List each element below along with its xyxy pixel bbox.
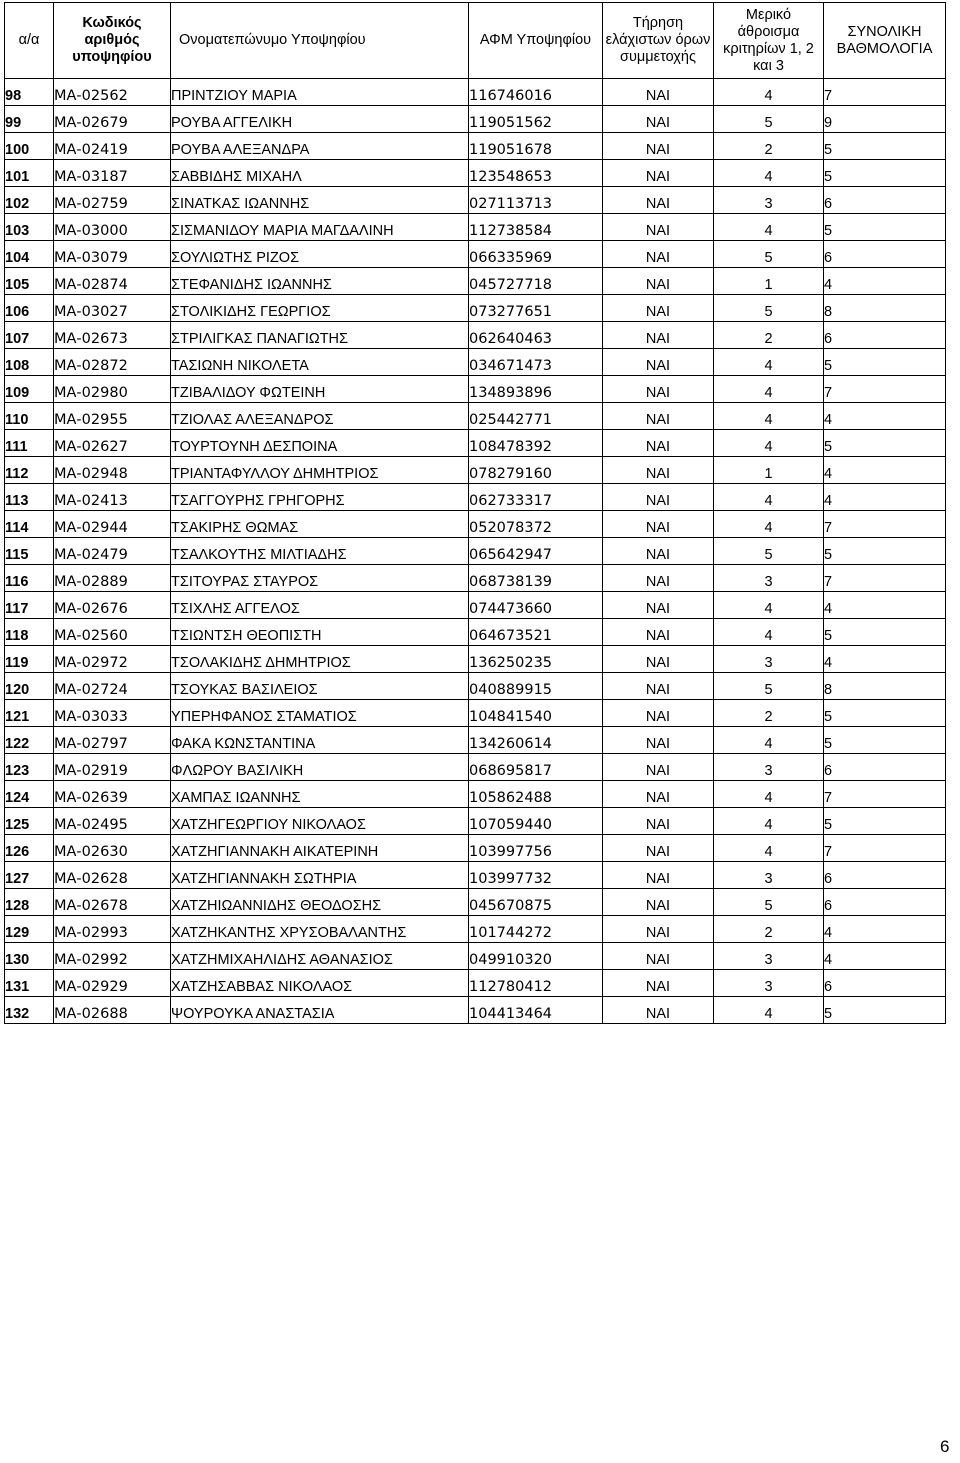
cell-partial: 4 bbox=[714, 430, 824, 457]
cell-code: ΜΑ-02889 bbox=[54, 565, 171, 592]
cell-name: ΤΡΙΑΝΤΑΦΥΛΛΟΥ ΔΗΜΗΤΡΙΟΣ bbox=[171, 457, 469, 484]
table-row bbox=[5, 889, 946, 916]
cell-code: ΜΑ-02479 bbox=[54, 538, 171, 565]
cell-partial: 4 bbox=[714, 403, 824, 430]
cell-partial: 2 bbox=[714, 700, 824, 727]
table-row bbox=[5, 403, 946, 430]
cell-partial: 5 bbox=[714, 673, 824, 700]
header-terms: Τήρηση ελάχιστων όρων συμμετοχής bbox=[603, 3, 714, 79]
cell-name: ΧΑΤΖΗΚΑΝΤΗΣ ΧΡΥΣΟΒΑΛΑΝΤΗΣ bbox=[171, 916, 469, 943]
cell-code: ΜΑ-02627 bbox=[54, 430, 171, 457]
cell-aa: 102 bbox=[5, 187, 54, 214]
cell-code: ΜΑ-02872 bbox=[54, 349, 171, 376]
cell-code: ΜΑ-03079 bbox=[54, 241, 171, 268]
cell-aa: 109 bbox=[5, 376, 54, 403]
cell-afm: 052078372 bbox=[469, 511, 603, 538]
cell-aa: 124 bbox=[5, 781, 54, 808]
cell-terms: ΝΑΙ bbox=[603, 619, 714, 646]
cell-afm: 112738584 bbox=[469, 214, 603, 241]
cell-afm: 040889915 bbox=[469, 673, 603, 700]
header-partial: Μερικό άθροισμα κριτηρίων 1, 2 και 3 bbox=[714, 3, 824, 79]
cell-name: ΨΟΥΡΟΥΚΑ ΑΝΑΣΤΑΣΙΑ bbox=[171, 997, 469, 1024]
cell-aa: 132 bbox=[5, 997, 54, 1024]
table-row bbox=[5, 862, 946, 889]
cell-name: ΧΑΜΠΑΣ ΙΩΑΝΝΗΣ bbox=[171, 781, 469, 808]
cell-afm: 134260614 bbox=[469, 727, 603, 754]
cell-aa: 103 bbox=[5, 214, 54, 241]
cell-partial: 1 bbox=[714, 268, 824, 295]
header-name: Ονοματεπώνυμο Υποψηφίου bbox=[171, 3, 469, 79]
cell-aa: 131 bbox=[5, 970, 54, 997]
cell-terms: ΝΑΙ bbox=[603, 133, 714, 160]
cell-partial: 4 bbox=[714, 349, 824, 376]
cell-partial: 4 bbox=[714, 835, 824, 862]
cell-total: 4 bbox=[824, 457, 946, 484]
cell-terms: ΝΑΙ bbox=[603, 943, 714, 970]
cell-name: ΤΖΙΒΑΛΙΔΟΥ ΦΩΤΕΙΝΗ bbox=[171, 376, 469, 403]
cell-aa: 100 bbox=[5, 133, 54, 160]
cell-name: ΧΑΤΖΗΣΑΒΒΑΣ ΝΙΚΟΛΑΟΣ bbox=[171, 970, 469, 997]
cell-afm: 045727718 bbox=[469, 268, 603, 295]
cell-total: 4 bbox=[824, 943, 946, 970]
table-row bbox=[5, 970, 946, 997]
cell-terms: ΝΑΙ bbox=[603, 970, 714, 997]
cell-afm: 112780412 bbox=[469, 970, 603, 997]
cell-total: 4 bbox=[824, 646, 946, 673]
cell-terms: ΝΑΙ bbox=[603, 565, 714, 592]
cell-code: ΜΑ-02972 bbox=[54, 646, 171, 673]
cell-name: ΤΣΙΤΟΥΡΑΣ ΣΤΑΥΡΟΣ bbox=[171, 565, 469, 592]
cell-name: ΤΣΑΓΓΟΥΡΗΣ ΓΡΗΓΟΡΗΣ bbox=[171, 484, 469, 511]
cell-afm: 104841540 bbox=[469, 700, 603, 727]
table-row bbox=[5, 241, 946, 268]
cell-name: ΣΟΥΛΙΩΤΗΣ ΡΙΖΟΣ bbox=[171, 241, 469, 268]
cell-name: ΣΙΝΑΤΚΑΣ ΙΩΑΝΝΗΣ bbox=[171, 187, 469, 214]
cell-terms: ΝΑΙ bbox=[603, 79, 714, 106]
cell-aa: 121 bbox=[5, 700, 54, 727]
cell-total: 6 bbox=[824, 889, 946, 916]
cell-terms: ΝΑΙ bbox=[603, 241, 714, 268]
cell-terms: ΝΑΙ bbox=[603, 700, 714, 727]
table-row bbox=[5, 565, 946, 592]
cell-terms: ΝΑΙ bbox=[603, 484, 714, 511]
cell-terms: ΝΑΙ bbox=[603, 592, 714, 619]
cell-code: ΜΑ-02944 bbox=[54, 511, 171, 538]
cell-aa: 117 bbox=[5, 592, 54, 619]
cell-code: ΜΑ-02919 bbox=[54, 754, 171, 781]
cell-afm: 066335969 bbox=[469, 241, 603, 268]
cell-code: ΜΑ-02413 bbox=[54, 484, 171, 511]
cell-aa: 106 bbox=[5, 295, 54, 322]
cell-aa: 107 bbox=[5, 322, 54, 349]
cell-code: ΜΑ-02992 bbox=[54, 943, 171, 970]
table-row bbox=[5, 187, 946, 214]
cell-code: ΜΑ-02759 bbox=[54, 187, 171, 214]
cell-terms: ΝΑΙ bbox=[603, 646, 714, 673]
cell-partial: 3 bbox=[714, 943, 824, 970]
cell-afm: 064673521 bbox=[469, 619, 603, 646]
table-row bbox=[5, 511, 946, 538]
cell-name: ΧΑΤΖΗΓΙΑΝΝΑΚΗ ΑΙΚΑΤΕΡΙΝΗ bbox=[171, 835, 469, 862]
cell-total: 5 bbox=[824, 727, 946, 754]
cell-name: ΣΙΣΜΑΝΙΔΟΥ ΜΑΡΙΑ ΜΑΓΔΑΛΙΝΗ bbox=[171, 214, 469, 241]
cell-aa: 116 bbox=[5, 565, 54, 592]
cell-aa: 122 bbox=[5, 727, 54, 754]
header-code: Κωδικός αριθμός υποψηφίου bbox=[54, 3, 171, 79]
page-number: 6 bbox=[940, 1437, 950, 1456]
cell-afm: 107059440 bbox=[469, 808, 603, 835]
cell-afm: 101744272 bbox=[469, 916, 603, 943]
cell-terms: ΝΑΙ bbox=[603, 322, 714, 349]
cell-partial: 5 bbox=[714, 106, 824, 133]
cell-code: ΜΑ-02797 bbox=[54, 727, 171, 754]
table-row bbox=[5, 322, 946, 349]
candidates-table bbox=[4, 2, 946, 1024]
cell-code: ΜΑ-02495 bbox=[54, 808, 171, 835]
cell-aa: 125 bbox=[5, 808, 54, 835]
cell-code: ΜΑ-02688 bbox=[54, 997, 171, 1024]
cell-name: ΤΣΑΚΙΡΗΣ ΘΩΜΑΣ bbox=[171, 511, 469, 538]
cell-partial: 4 bbox=[714, 997, 824, 1024]
cell-aa: 126 bbox=[5, 835, 54, 862]
cell-afm: 034671473 bbox=[469, 349, 603, 376]
cell-total: 6 bbox=[824, 970, 946, 997]
cell-code: ΜΑ-02560 bbox=[54, 619, 171, 646]
cell-terms: ΝΑΙ bbox=[603, 403, 714, 430]
table-row bbox=[5, 106, 946, 133]
cell-total: 7 bbox=[824, 376, 946, 403]
cell-code: ΜΑ-02630 bbox=[54, 835, 171, 862]
table-row bbox=[5, 700, 946, 727]
cell-terms: ΝΑΙ bbox=[603, 511, 714, 538]
cell-total: 7 bbox=[824, 79, 946, 106]
cell-partial: 4 bbox=[714, 79, 824, 106]
cell-code: ΜΑ-02929 bbox=[54, 970, 171, 997]
cell-code: ΜΑ-02628 bbox=[54, 862, 171, 889]
cell-partial: 4 bbox=[714, 808, 824, 835]
cell-total: 5 bbox=[824, 214, 946, 241]
cell-total: 5 bbox=[824, 538, 946, 565]
cell-aa: 115 bbox=[5, 538, 54, 565]
cell-code: ΜΑ-02679 bbox=[54, 106, 171, 133]
cell-aa: 99 bbox=[5, 106, 54, 133]
cell-terms: ΝΑΙ bbox=[603, 997, 714, 1024]
table-row bbox=[5, 457, 946, 484]
cell-total: 5 bbox=[824, 700, 946, 727]
cell-total: 6 bbox=[824, 754, 946, 781]
cell-partial: 2 bbox=[714, 322, 824, 349]
cell-terms: ΝΑΙ bbox=[603, 835, 714, 862]
cell-terms: ΝΑΙ bbox=[603, 538, 714, 565]
cell-terms: ΝΑΙ bbox=[603, 160, 714, 187]
cell-name: ΧΑΤΖΗΓΙΑΝΝΑΚΗ ΣΩΤΗΡΙΑ bbox=[171, 862, 469, 889]
cell-total: 6 bbox=[824, 862, 946, 889]
cell-aa: 114 bbox=[5, 511, 54, 538]
cell-total: 5 bbox=[824, 808, 946, 835]
cell-partial: 4 bbox=[714, 781, 824, 808]
table-row bbox=[5, 349, 946, 376]
cell-afm: 062640463 bbox=[469, 322, 603, 349]
cell-name: ΤΣΟΛΑΚΙΔΗΣ ΔΗΜΗΤΡΙΟΣ bbox=[171, 646, 469, 673]
cell-code: ΜΑ-03000 bbox=[54, 214, 171, 241]
cell-name: ΤΣΟΥΚΑΣ ΒΑΣΙΛΕΙΟΣ bbox=[171, 673, 469, 700]
table-row bbox=[5, 160, 946, 187]
cell-partial: 4 bbox=[714, 376, 824, 403]
cell-afm: 136250235 bbox=[469, 646, 603, 673]
cell-code: ΜΑ-02874 bbox=[54, 268, 171, 295]
cell-terms: ΝΑΙ bbox=[603, 268, 714, 295]
cell-partial: 4 bbox=[714, 592, 824, 619]
cell-total: 7 bbox=[824, 565, 946, 592]
cell-terms: ΝΑΙ bbox=[603, 430, 714, 457]
cell-total: 4 bbox=[824, 592, 946, 619]
cell-aa: 108 bbox=[5, 349, 54, 376]
cell-name: ΤΣΑΛΚΟΥΤΗΣ ΜΙΛΤΙΑΔΗΣ bbox=[171, 538, 469, 565]
cell-code: ΜΑ-03027 bbox=[54, 295, 171, 322]
cell-afm: 074473660 bbox=[469, 592, 603, 619]
cell-partial: 3 bbox=[714, 565, 824, 592]
cell-name: ΣΑΒΒΙΔΗΣ ΜΙΧΑΗΛ bbox=[171, 160, 469, 187]
cell-code: ΜΑ-02980 bbox=[54, 376, 171, 403]
cell-name: ΤΣΙΧΛΗΣ ΑΓΓΕΛΟΣ bbox=[171, 592, 469, 619]
cell-partial: 3 bbox=[714, 754, 824, 781]
table-row bbox=[5, 997, 946, 1024]
cell-afm: 134893896 bbox=[469, 376, 603, 403]
cell-terms: ΝΑΙ bbox=[603, 376, 714, 403]
cell-partial: 4 bbox=[714, 619, 824, 646]
cell-terms: ΝΑΙ bbox=[603, 916, 714, 943]
cell-total: 5 bbox=[824, 160, 946, 187]
cell-terms: ΝΑΙ bbox=[603, 781, 714, 808]
cell-aa: 123 bbox=[5, 754, 54, 781]
cell-terms: ΝΑΙ bbox=[603, 295, 714, 322]
cell-afm: 073277651 bbox=[469, 295, 603, 322]
cell-aa: 129 bbox=[5, 916, 54, 943]
cell-aa: 118 bbox=[5, 619, 54, 646]
table-row bbox=[5, 835, 946, 862]
cell-afm: 119051562 bbox=[469, 106, 603, 133]
cell-aa: 101 bbox=[5, 160, 54, 187]
cell-code: ΜΑ-03187 bbox=[54, 160, 171, 187]
table-row bbox=[5, 619, 946, 646]
cell-name: ΤΖΙΟΛΑΣ ΑΛΕΞΑΝΔΡΟΣ bbox=[171, 403, 469, 430]
cell-afm: 103997756 bbox=[469, 835, 603, 862]
cell-partial: 3 bbox=[714, 646, 824, 673]
cell-partial: 1 bbox=[714, 457, 824, 484]
cell-total: 7 bbox=[824, 835, 946, 862]
table-row bbox=[5, 592, 946, 619]
cell-total: 4 bbox=[824, 403, 946, 430]
table-row bbox=[5, 646, 946, 673]
table-row bbox=[5, 754, 946, 781]
cell-code: ΜΑ-02419 bbox=[54, 133, 171, 160]
cell-aa: 128 bbox=[5, 889, 54, 916]
cell-afm: 078279160 bbox=[469, 457, 603, 484]
cell-total: 7 bbox=[824, 511, 946, 538]
cell-name: ΡΟΥΒΑ ΑΛΕΞΑΝΔΡΑ bbox=[171, 133, 469, 160]
cell-name: ΡΟΥΒΑ ΑΓΓΕΛΙΚΗ bbox=[171, 106, 469, 133]
cell-name: ΣΤΟΛΙΚΙΔΗΣ ΓΕΩΡΓΙΟΣ bbox=[171, 295, 469, 322]
cell-name: ΠΡΙΝΤΖΙΟΥ ΜΑΡΙΑ bbox=[171, 79, 469, 106]
cell-partial: 3 bbox=[714, 862, 824, 889]
table-row bbox=[5, 673, 946, 700]
cell-name: ΦΛΩΡΟΥ ΒΑΣΙΛΙΚΗ bbox=[171, 754, 469, 781]
cell-total: 5 bbox=[824, 133, 946, 160]
table-row bbox=[5, 538, 946, 565]
table-row bbox=[5, 295, 946, 322]
cell-afm: 027113713 bbox=[469, 187, 603, 214]
cell-afm: 045670875 bbox=[469, 889, 603, 916]
cell-afm: 025442771 bbox=[469, 403, 603, 430]
cell-name: ΦΑΚΑ ΚΩΝΣΤΑΝΤΙΝΑ bbox=[171, 727, 469, 754]
cell-code: ΜΑ-02678 bbox=[54, 889, 171, 916]
table-row bbox=[5, 781, 946, 808]
cell-aa: 104 bbox=[5, 241, 54, 268]
cell-partial: 3 bbox=[714, 970, 824, 997]
cell-afm: 119051678 bbox=[469, 133, 603, 160]
cell-aa: 119 bbox=[5, 646, 54, 673]
cell-total: 5 bbox=[824, 430, 946, 457]
cell-total: 6 bbox=[824, 322, 946, 349]
cell-code: ΜΑ-02955 bbox=[54, 403, 171, 430]
cell-terms: ΝΑΙ bbox=[603, 214, 714, 241]
cell-terms: ΝΑΙ bbox=[603, 349, 714, 376]
table-row bbox=[5, 376, 946, 403]
cell-code: ΜΑ-02724 bbox=[54, 673, 171, 700]
cell-afm: 105862488 bbox=[469, 781, 603, 808]
cell-partial: 5 bbox=[714, 241, 824, 268]
cell-afm: 108478392 bbox=[469, 430, 603, 457]
cell-afm: 104413464 bbox=[469, 997, 603, 1024]
cell-partial: 2 bbox=[714, 133, 824, 160]
table-row bbox=[5, 79, 946, 106]
cell-total: 8 bbox=[824, 295, 946, 322]
cell-total: 5 bbox=[824, 349, 946, 376]
cell-partial: 3 bbox=[714, 187, 824, 214]
cell-total: 5 bbox=[824, 997, 946, 1024]
cell-terms: ΝΑΙ bbox=[603, 457, 714, 484]
cell-terms: ΝΑΙ bbox=[603, 727, 714, 754]
table-row bbox=[5, 916, 946, 943]
cell-total: 8 bbox=[824, 673, 946, 700]
cell-afm: 065642947 bbox=[469, 538, 603, 565]
cell-aa: 110 bbox=[5, 403, 54, 430]
cell-aa: 111 bbox=[5, 430, 54, 457]
cell-aa: 98 bbox=[5, 79, 54, 106]
cell-afm: 103997732 bbox=[469, 862, 603, 889]
cell-name: ΥΠΕΡΗΦΑΝΟΣ ΣΤΑΜΑΤΙΟΣ bbox=[171, 700, 469, 727]
header-aa: α/α bbox=[5, 3, 54, 79]
cell-aa: 105 bbox=[5, 268, 54, 295]
cell-code: ΜΑ-02673 bbox=[54, 322, 171, 349]
cell-afm: 062733317 bbox=[469, 484, 603, 511]
cell-code: ΜΑ-02676 bbox=[54, 592, 171, 619]
cell-aa: 130 bbox=[5, 943, 54, 970]
cell-afm: 123548653 bbox=[469, 160, 603, 187]
cell-terms: ΝΑΙ bbox=[603, 862, 714, 889]
cell-total: 9 bbox=[824, 106, 946, 133]
cell-terms: ΝΑΙ bbox=[603, 106, 714, 133]
cell-total: 4 bbox=[824, 916, 946, 943]
cell-terms: ΝΑΙ bbox=[603, 754, 714, 781]
cell-terms: ΝΑΙ bbox=[603, 673, 714, 700]
cell-partial: 4 bbox=[714, 484, 824, 511]
cell-terms: ΝΑΙ bbox=[603, 808, 714, 835]
cell-name: ΧΑΤΖΗΜΙΧΑΗΛΙΔΗΣ ΑΘΑΝΑΣΙΟΣ bbox=[171, 943, 469, 970]
cell-name: ΤΟΥΡΤΟΥΝΗ ΔΕΣΠΟΙΝΑ bbox=[171, 430, 469, 457]
cell-partial: 5 bbox=[714, 295, 824, 322]
table-row bbox=[5, 808, 946, 835]
cell-afm: 068738139 bbox=[469, 565, 603, 592]
cell-code: ΜΑ-02993 bbox=[54, 916, 171, 943]
cell-total: 5 bbox=[824, 619, 946, 646]
cell-name: ΣΤΕΦΑΝΙΔΗΣ ΙΩΑΝΝΗΣ bbox=[171, 268, 469, 295]
cell-afm: 049910320 bbox=[469, 943, 603, 970]
cell-partial: 4 bbox=[714, 214, 824, 241]
cell-partial: 5 bbox=[714, 538, 824, 565]
cell-terms: ΝΑΙ bbox=[603, 889, 714, 916]
cell-name: ΤΑΣΙΩΝΗ ΝΙΚΟΛΕΤΑ bbox=[171, 349, 469, 376]
cell-total: 6 bbox=[824, 187, 946, 214]
cell-partial: 4 bbox=[714, 727, 824, 754]
cell-afm: 116746016 bbox=[469, 79, 603, 106]
header-total: ΣΥΝΟΛΙΚΗ ΒΑΘΜΟΛΟΓΙΑ bbox=[824, 3, 946, 79]
table-row bbox=[5, 943, 946, 970]
table-row bbox=[5, 133, 946, 160]
cell-name: ΧΑΤΖΗΙΩΑΝΝΙΔΗΣ ΘΕΟΔΟΣΗΣ bbox=[171, 889, 469, 916]
cell-aa: 112 bbox=[5, 457, 54, 484]
cell-aa: 113 bbox=[5, 484, 54, 511]
cell-name: ΣΤΡΙΛΙΓΚΑΣ ΠΑΝΑΓΙΩΤΗΣ bbox=[171, 322, 469, 349]
cell-partial: 4 bbox=[714, 511, 824, 538]
cell-code: ΜΑ-02562 bbox=[54, 79, 171, 106]
cell-afm: 068695817 bbox=[469, 754, 603, 781]
cell-aa: 120 bbox=[5, 673, 54, 700]
header-row bbox=[5, 3, 946, 79]
cell-code: ΜΑ-02639 bbox=[54, 781, 171, 808]
cell-name: ΤΣΙΩΝΤΣΗ ΘΕΟΠΙΣΤΗ bbox=[171, 619, 469, 646]
cell-partial: 2 bbox=[714, 916, 824, 943]
cell-total: 4 bbox=[824, 268, 946, 295]
cell-total: 4 bbox=[824, 484, 946, 511]
cell-code: ΜΑ-03033 bbox=[54, 700, 171, 727]
cell-total: 7 bbox=[824, 781, 946, 808]
cell-terms: ΝΑΙ bbox=[603, 187, 714, 214]
table-row bbox=[5, 214, 946, 241]
cell-aa: 127 bbox=[5, 862, 54, 889]
table-row bbox=[5, 268, 946, 295]
cell-partial: 4 bbox=[714, 160, 824, 187]
table-row bbox=[5, 484, 946, 511]
cell-partial: 5 bbox=[714, 889, 824, 916]
cell-total: 6 bbox=[824, 241, 946, 268]
table-row bbox=[5, 430, 946, 457]
cell-name: ΧΑΤΖΗΓΕΩΡΓΙΟΥ ΝΙΚΟΛΑΟΣ bbox=[171, 808, 469, 835]
header-afm: ΑΦΜ Υποψηφίου bbox=[469, 3, 603, 79]
cell-code: ΜΑ-02948 bbox=[54, 457, 171, 484]
table-row bbox=[5, 727, 946, 754]
